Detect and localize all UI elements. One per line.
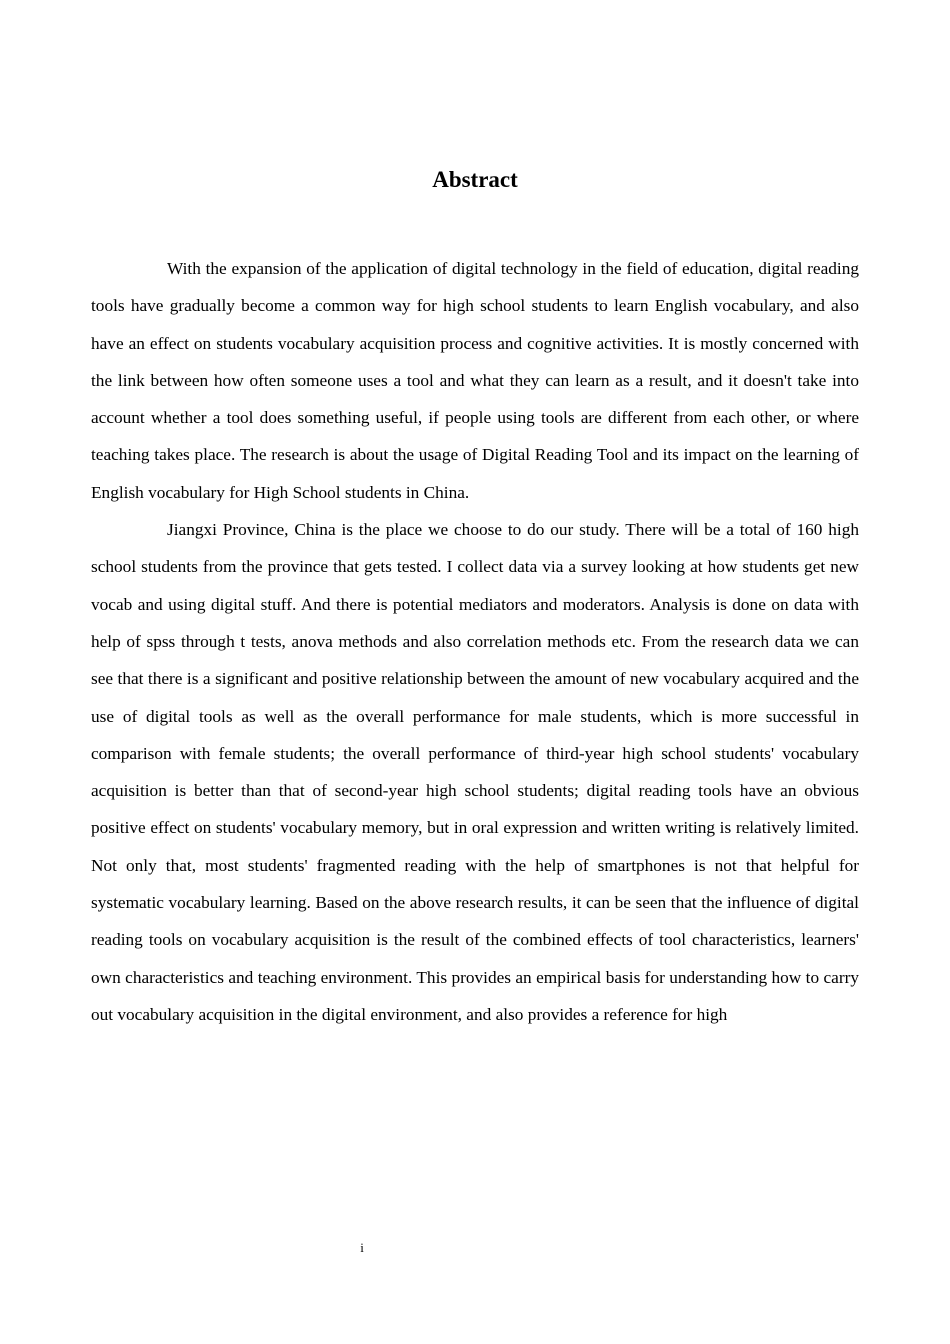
abstract-body bbox=[91, 250, 859, 1033]
page-title: Abstract bbox=[432, 167, 518, 192]
abstract-paragraph-2: Jiangxi Province, China is the place we choose to do our study. There will be a total of 160 high school students from the province that gets tested. I collect data via a survey looking at how students get new vocab and using digital stuff. And there is potential mediators and moderators. Analysis is done on data with help of spss through t tests, anova methods and also correlation methods etc. From the research data we can see that there is a significant and positive relationship between the amount of new vocabulary acquired and the use of digital tools as well as the overall performance for male students, which is more successful in comparison with female students; the overall performance of third-year high school students' vocabulary acquisition is better than that of second-year high school students; digital reading tools have an obvious positive effect on students' vocabulary memory, but in oral expression and written writing is relatively limited. Not only that, most students' fragmented reading with the help of smartphones is not that helpful for systematic vocabulary learning. Based on the above research results, it can be seen that the influence of digital reading tools on vocabulary acquisition is the result of the combined effects of tool characteristics, learners' own characteristics and teaching environment. This provides an empirical basis for understanding how to carry out vocabulary acquisition in the digital environment, and also provides a reference for high bbox=[91, 520, 859, 1024]
page-number: i bbox=[360, 1240, 364, 1255]
abstract-paragraph-1: With the expansion of the application of digital technology in the field of education, digital reading tools have gradually become a common way for high school students to learn English vocabulary, and also have an effect on students vocabulary acquisition process and cognitive activities. It is mostly concerned with the link between how often someone uses a tool and what they can learn as a result, and it doesn't take into account whether a tool does something useful, if people using tools are different from each other, or where teaching takes place. The research is about the usage of Digital Reading Tool and its impact on the learning of English vocabulary for High School students in China. bbox=[91, 259, 859, 502]
